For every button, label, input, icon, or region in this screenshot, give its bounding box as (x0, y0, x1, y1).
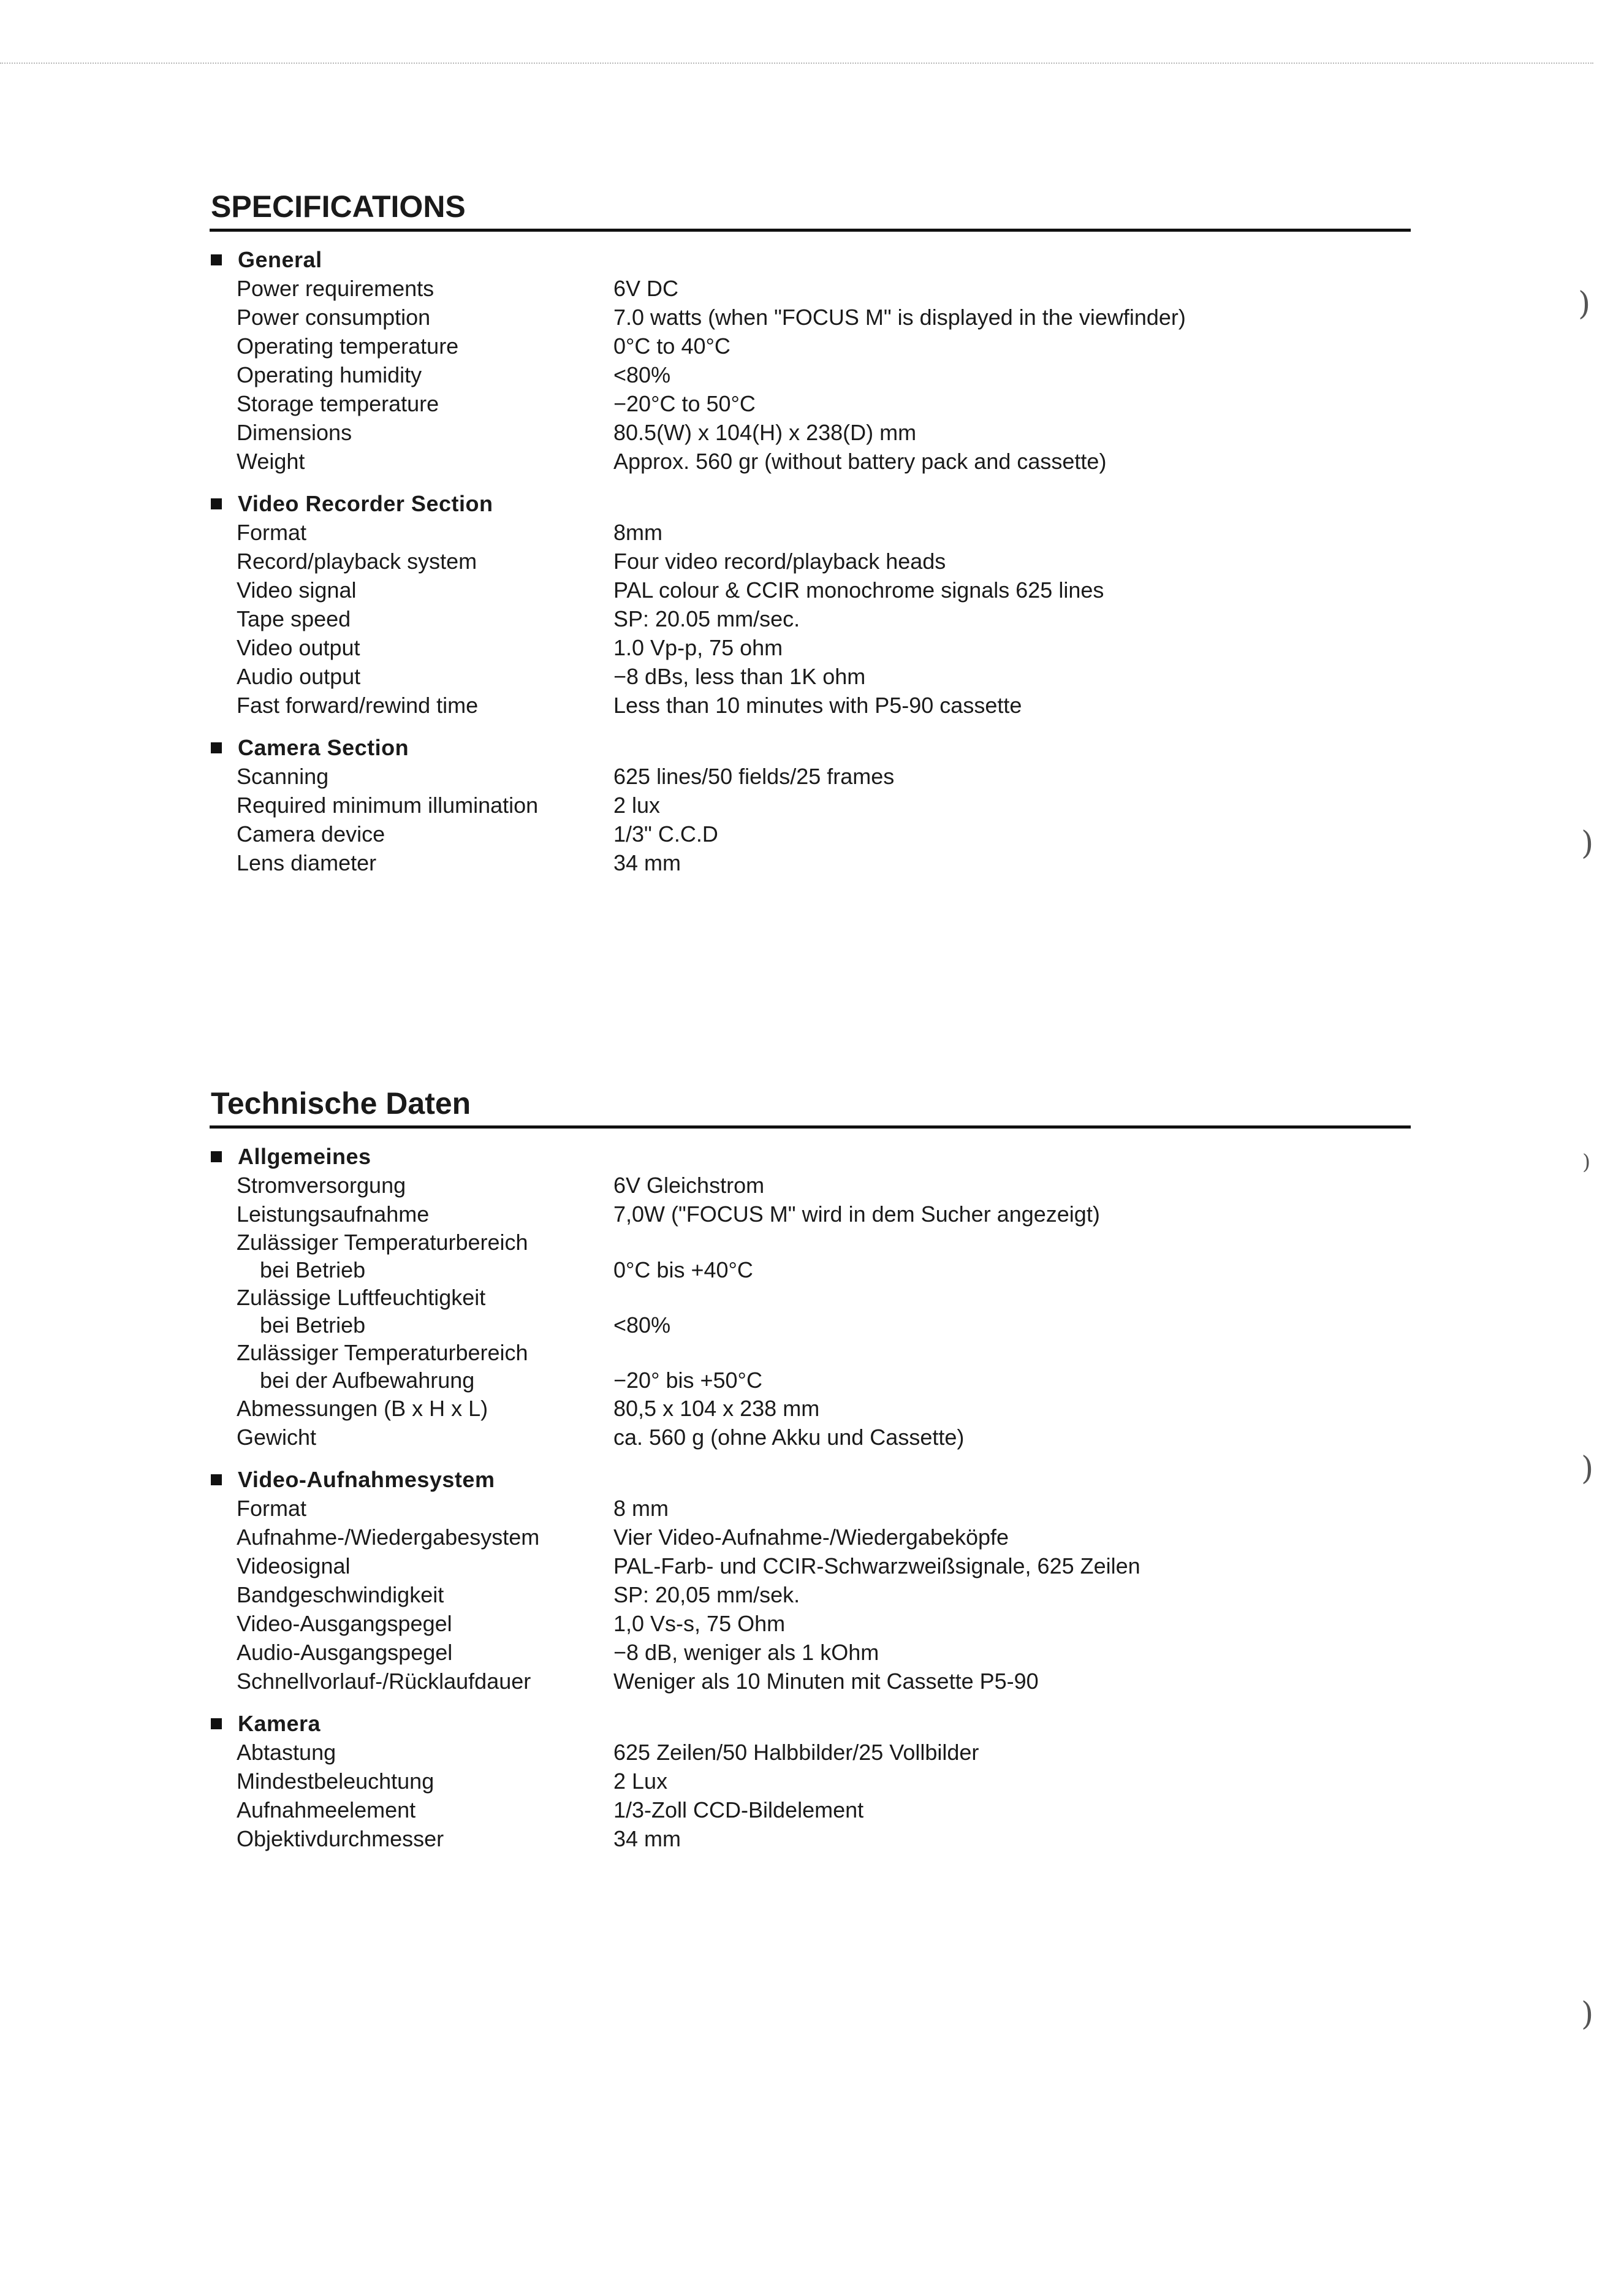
spec-value: ca. 560 g (ohne Akku und Cassette) (613, 1425, 965, 1450)
section-rule (210, 1125, 1411, 1129)
spec-label (210, 1284, 613, 1339)
spec-label: Schnellvorlauf-/Rücklaufdauer (237, 1669, 531, 1694)
spec-row (210, 1824, 1411, 1853)
spec-row (210, 820, 1411, 848)
spec-label: Power requirements (237, 276, 434, 301)
spec-value: 1.0 Vp-p, 75 ohm (613, 635, 783, 660)
spec-label (210, 1339, 613, 1394)
spec-value: −20° bis +50°C (613, 1368, 762, 1393)
spec-value: 34 mm (613, 850, 681, 875)
spec-row (210, 662, 1411, 691)
spec-row (210, 1423, 1411, 1452)
spec-label: Dimensions (237, 420, 352, 445)
margin-mark: ) (1581, 825, 1594, 862)
spec-value: 7,0W ("FOCUS M" wird in dem Sucher angezeigt) (613, 1201, 1100, 1227)
top-scan-rule (0, 63, 1593, 64)
spec-group-video-recorder (210, 489, 1411, 720)
spec-label: Gewicht (237, 1425, 317, 1450)
spec-label: Lens diameter (237, 850, 377, 875)
group-heading-label: General (238, 246, 322, 272)
spec-value: 0°C to 40°C (613, 333, 730, 359)
spec-label: Stromversorgung (237, 1173, 406, 1198)
spec-row (210, 1284, 1411, 1339)
spec-label: Aufnahmeelement (237, 1797, 416, 1822)
spec-row (210, 576, 1411, 604)
spec-row (210, 1339, 1411, 1394)
spec-label: Aufnahme-/Wiedergabesystem (237, 1525, 540, 1550)
square-bullet-icon (211, 498, 222, 509)
spec-value: 8 mm (613, 1496, 669, 1521)
spec-value: Vier Video-Aufnahme-/Wiedergabeköpfe (613, 1525, 1009, 1550)
spec-row (210, 762, 1411, 791)
spec-value: −8 dB, weniger als 1 kOhm (613, 1640, 879, 1665)
spec-value: 34 mm (613, 1826, 681, 1851)
spec-label: Record/playback system (237, 549, 477, 574)
spec-value: Weniger als 10 Minuten mit Cassette P5-90 (613, 1669, 1039, 1694)
spec-label: Videosignal (237, 1553, 351, 1578)
spec-label: Audio output (237, 664, 361, 689)
spec-row (210, 447, 1411, 476)
spec-value: 625 Zeilen/50 Halbbilder/25 Vollbilder (613, 1740, 979, 1765)
section-title: SPECIFICATIONS (211, 189, 466, 224)
spec-value: SP: 20,05 mm/sek. (613, 1582, 800, 1607)
spec-row (210, 389, 1411, 418)
spec-label: Abtastung (237, 1740, 336, 1765)
group-heading-label: Video-Aufnahmesystem (238, 1466, 495, 1492)
spec-value: 80.5(W) x 104(H) x 238(D) mm (613, 420, 917, 445)
group-heading (210, 1142, 1411, 1171)
spec-label: Objektivdurchmesser (237, 1826, 444, 1851)
group-heading-label: Allgemeines (238, 1143, 371, 1169)
spec-row (210, 1795, 1411, 1824)
spec-label: Storage temperature (237, 391, 439, 416)
spec-label: Video output (237, 635, 360, 660)
spec-row (210, 604, 1411, 633)
spec-row (210, 1228, 1411, 1284)
margin-mark: ) (1582, 1150, 1591, 1175)
spec-value: <80% (613, 1312, 671, 1338)
spec-label: Abmessungen (B x H x L) (237, 1396, 488, 1421)
spec-label: Audio-Ausgangspegel (237, 1640, 453, 1665)
group-heading (210, 1709, 1411, 1738)
section-rule (210, 229, 1411, 232)
spec-value: −20°C to 50°C (613, 391, 756, 416)
spec-group-camera (210, 733, 1411, 877)
spec-row (210, 1767, 1411, 1795)
spec-label: Bandgeschwindigkeit (237, 1582, 444, 1607)
spec-label: Operating humidity (237, 362, 422, 387)
spec-value: Approx. 560 gr (without battery pack and cassette) (613, 449, 1107, 474)
square-bullet-icon (211, 1474, 222, 1485)
specifications-section (210, 187, 1411, 891)
spec-row (210, 1171, 1411, 1200)
spec-row (210, 360, 1411, 389)
group-heading-label: Video Recorder Section (238, 490, 493, 516)
group-heading (210, 1465, 1411, 1494)
spec-value: 2 Lux (613, 1768, 668, 1794)
spec-value: 2 lux (613, 793, 661, 818)
group-heading (210, 489, 1411, 518)
spec-value: 625 lines/50 fields/25 frames (613, 764, 895, 789)
spec-group-kamera (210, 1709, 1411, 1853)
spec-value: 1/3-Zoll CCD-Bildelement (613, 1797, 864, 1822)
spec-label: Tape speed (237, 606, 351, 631)
group-heading (210, 733, 1411, 762)
spec-value: −8 dBs, less than 1K ohm (613, 664, 866, 689)
spec-label: Leistungsaufnahme (237, 1201, 430, 1227)
spec-label: Power consumption (237, 305, 431, 330)
spec-value: PAL colour & CCIR monochrome signals 625 lines (613, 577, 1104, 603)
spec-label: Mindestbeleuchtung (237, 1768, 434, 1794)
spec-row (210, 303, 1411, 332)
spec-value: PAL-Farb- und CCIR-Schwarzweißsignale, 625 Zeilen (613, 1553, 1140, 1578)
spec-row (210, 518, 1411, 547)
spec-row (210, 332, 1411, 360)
spec-row (210, 848, 1411, 877)
spec-label-line1: Zulässiger Temperaturbereich (237, 1340, 528, 1365)
spec-row (210, 1523, 1411, 1551)
spec-label-line2: bei der Aufbewahrung (260, 1368, 475, 1393)
spec-row (210, 1667, 1411, 1696)
section-title: Technische Daten (211, 1086, 471, 1121)
spec-row (210, 1738, 1411, 1767)
spec-group-video-aufnahmesystem (210, 1465, 1411, 1696)
spec-label: Format (237, 520, 307, 545)
spec-value: Less than 10 minutes with P5-90 cassette (613, 693, 1022, 718)
spec-value: Four video record/playback heads (613, 549, 946, 574)
spec-label: Required minimum illumination (237, 793, 539, 818)
spec-group-allgemeines (210, 1142, 1411, 1452)
square-bullet-icon (211, 742, 222, 753)
spec-row (210, 691, 1411, 720)
square-bullet-icon (211, 1151, 222, 1162)
square-bullet-icon (211, 1718, 222, 1729)
spec-label: Video signal (237, 577, 357, 603)
square-bullet-icon (211, 254, 222, 265)
spec-value: 7.0 watts (when "FOCUS M" is displayed in the viewfinder) (613, 305, 1186, 330)
spec-row (210, 274, 1411, 303)
spec-label-line2: bei Betrieb (260, 1257, 366, 1282)
spec-value: 0°C bis +40°C (613, 1257, 753, 1282)
margin-mark: ) (1581, 1996, 1594, 2033)
spec-label: Fast forward/rewind time (237, 693, 479, 718)
margin-mark: ) (1578, 286, 1591, 322)
spec-label: Scanning (237, 764, 329, 789)
spec-row (210, 418, 1411, 447)
group-heading-label: Camera Section (238, 734, 409, 760)
spec-value: 1,0 Vs-s, 75 Ohm (613, 1611, 786, 1636)
spec-row (210, 1609, 1411, 1638)
group-heading-label: Kamera (238, 1710, 321, 1736)
spec-row (210, 1394, 1411, 1423)
spec-label: Weight (237, 449, 305, 474)
margin-mark: ) (1581, 1450, 1594, 1487)
spec-label-line2: bei Betrieb (260, 1312, 366, 1338)
spec-row (210, 1551, 1411, 1580)
technische-daten-section (210, 1084, 1411, 1867)
spec-value: <80% (613, 362, 671, 387)
spec-label: Format (237, 1496, 307, 1521)
spec-label (210, 1228, 613, 1284)
spec-label: Camera device (237, 821, 385, 847)
spec-label: Video-Ausgangspegel (237, 1611, 452, 1636)
spec-row (210, 1200, 1411, 1228)
spec-value: 80,5 x 104 x 238 mm (613, 1396, 820, 1421)
spec-row (210, 791, 1411, 820)
spec-row (210, 1638, 1411, 1667)
spec-row (210, 1494, 1411, 1523)
spec-value: SP: 20.05 mm/sec. (613, 606, 800, 631)
spec-row (210, 633, 1411, 662)
spec-value: 6V Gleichstrom (613, 1173, 765, 1198)
spec-label-line1: Zulässige Luftfeuchtigkeit (237, 1285, 486, 1310)
spec-row (210, 547, 1411, 576)
spec-value: 8mm (613, 520, 662, 545)
spec-label-line1: Zulässiger Temperaturbereich (237, 1230, 528, 1255)
spec-group-general (210, 245, 1411, 476)
spec-label: Operating temperature (237, 333, 459, 359)
spec-row (210, 1580, 1411, 1609)
spec-value: 1/3" C.C.D (613, 821, 718, 847)
group-heading (210, 245, 1411, 274)
spec-value: 6V DC (613, 276, 679, 301)
